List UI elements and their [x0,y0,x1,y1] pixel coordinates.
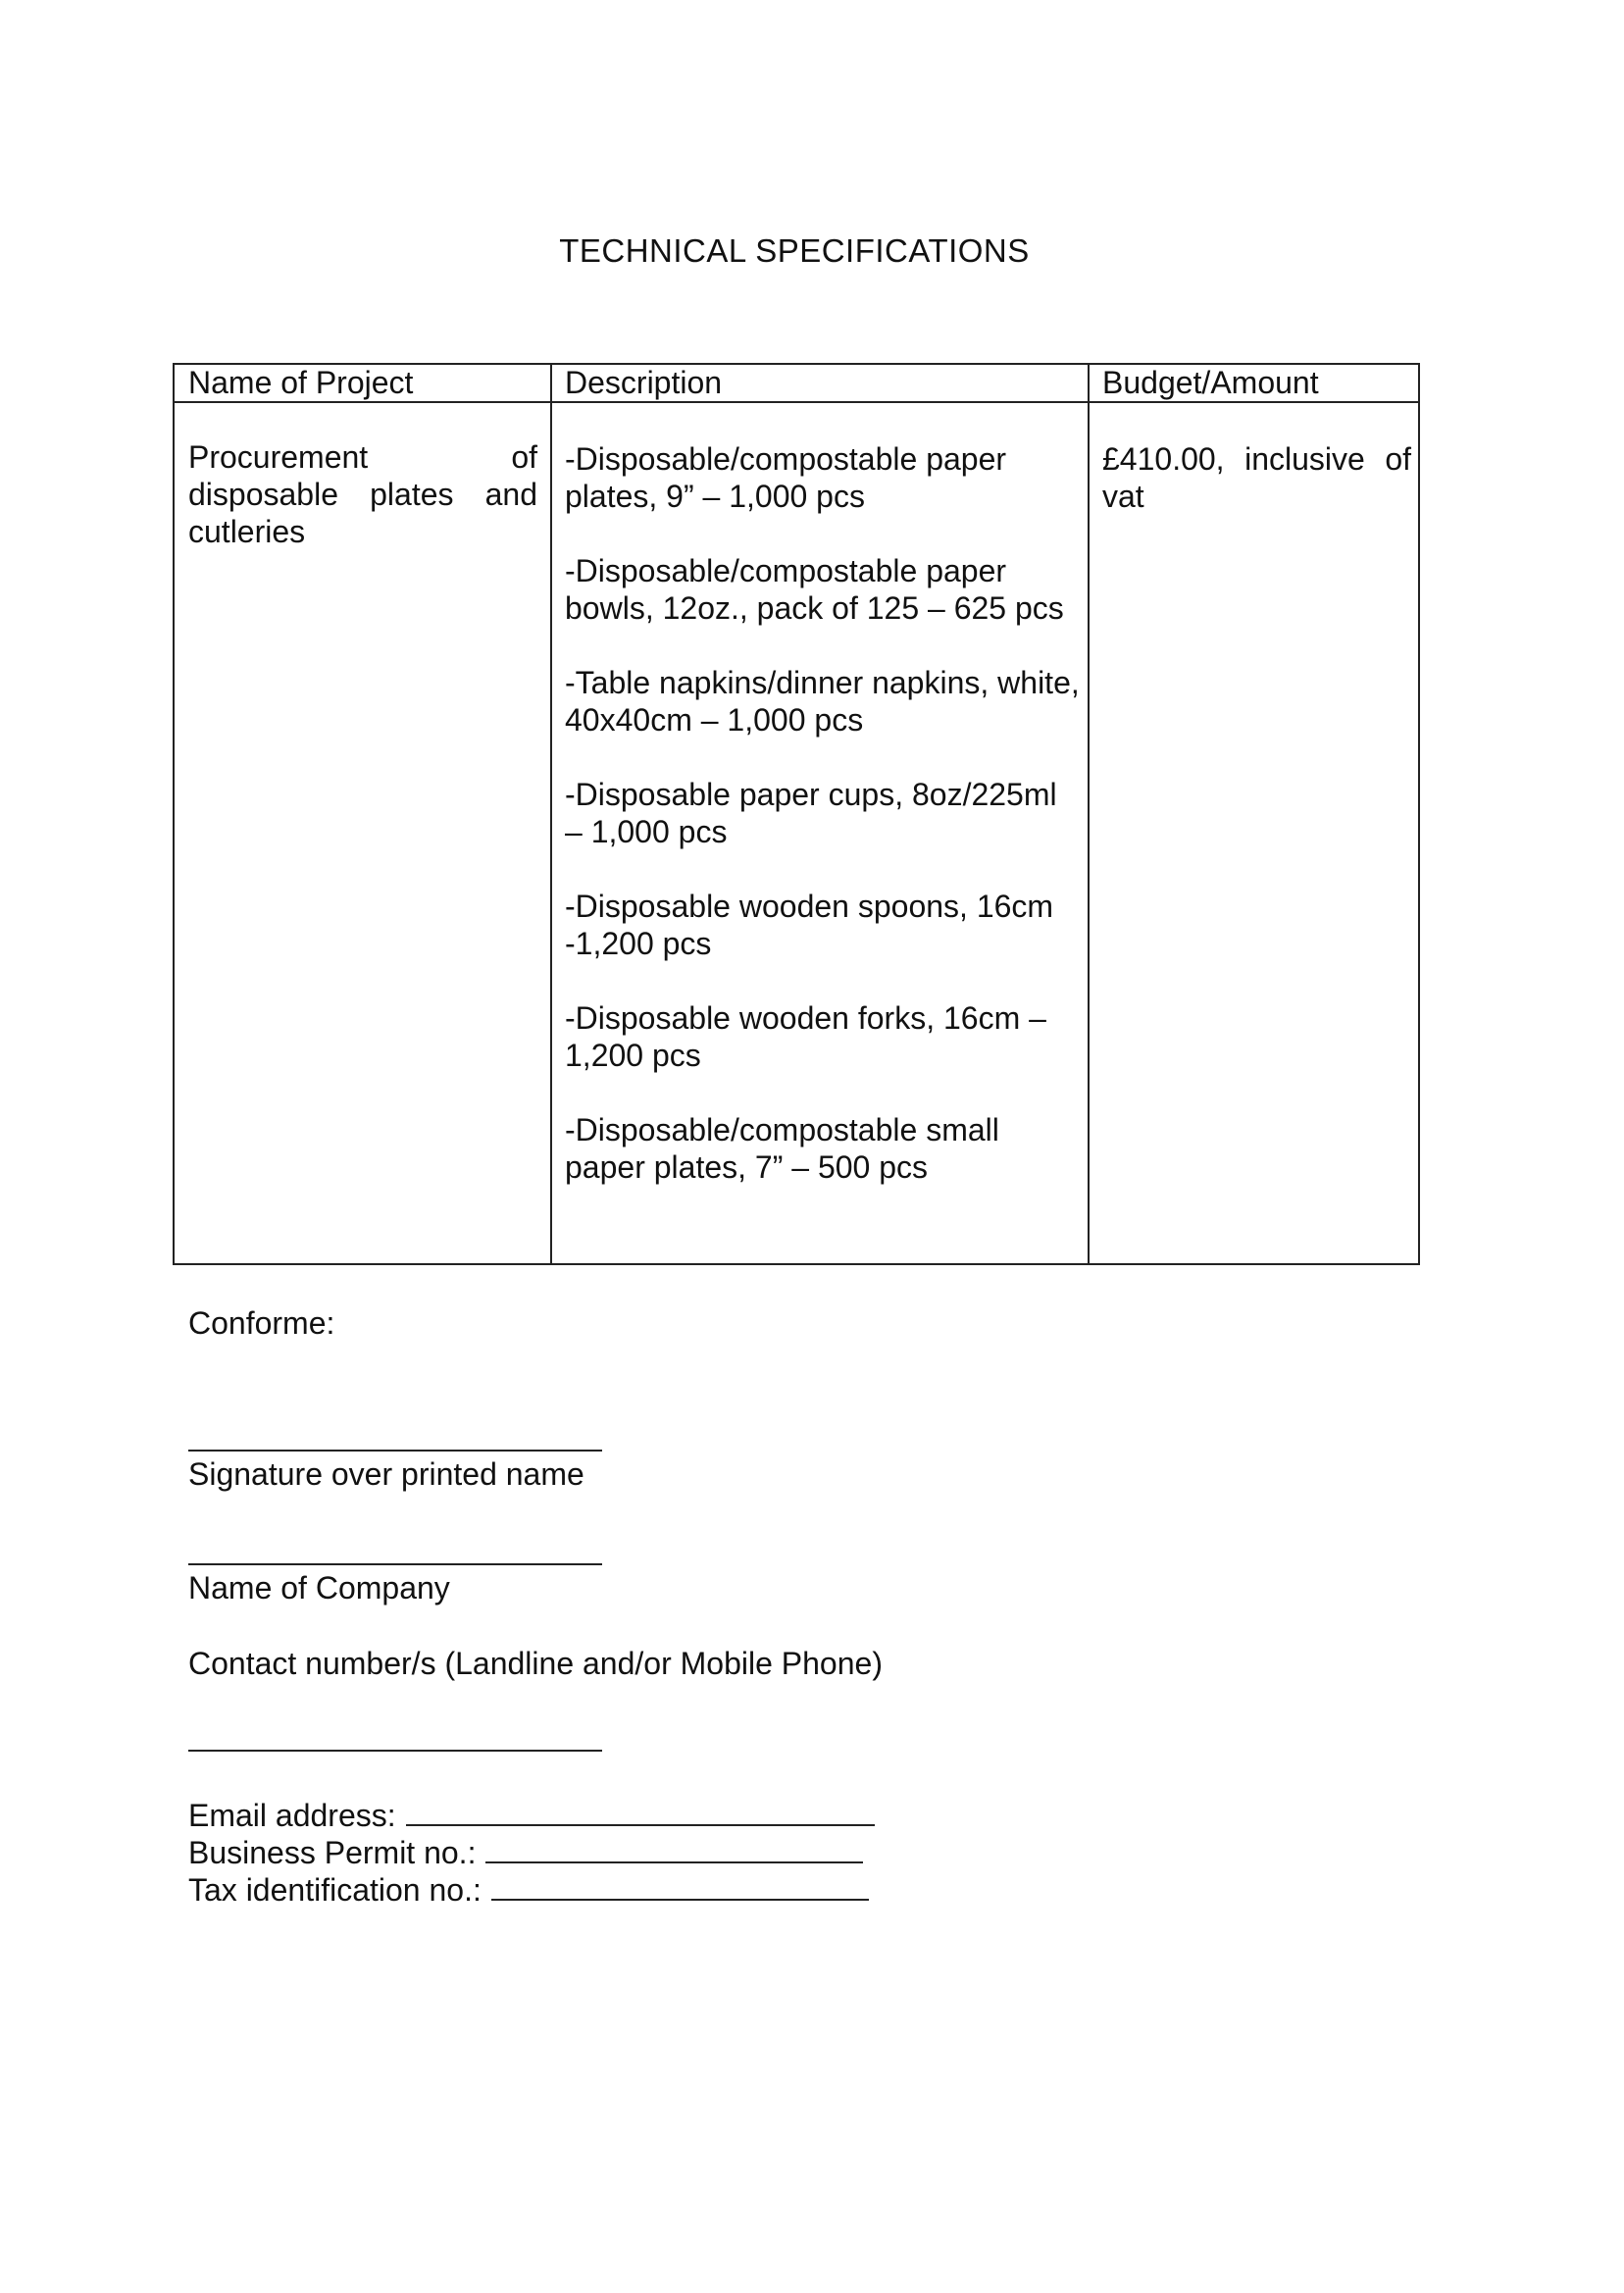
header-budget-amount: Budget/Amount [1102,365,1319,400]
tax-id-line[interactable] [491,1869,869,1901]
business-permit-row [188,1832,863,1871]
specifications-table [173,363,1420,1265]
email-line[interactable] [406,1795,875,1826]
description-item: -Disposable wooden spoons, 16cm -1,200 pcs [565,889,1054,961]
signature-label: Signature over printed name [188,1456,584,1492]
column-divider [1088,365,1090,1263]
email-label: Email address: [188,1798,396,1833]
header-description: Description [565,365,723,400]
page-title: TECHNICAL SPECIFICATIONS [559,232,1030,269]
description-item: -Table napkins/dinner napkins, white, 40x40cm – 1,000 pcs [565,665,1080,738]
company-line[interactable] [188,1563,602,1565]
signature-line[interactable] [188,1450,602,1452]
conforme-label: Conforme: [188,1305,335,1341]
business-permit-line[interactable] [485,1832,863,1863]
description-item: -Disposable wooden forks, 16cm – 1,200 pcs [565,1000,1046,1073]
contact-line[interactable] [188,1750,602,1752]
contact-label: Contact number/s (Landline and/or Mobile Phone) [188,1646,883,1681]
budget-cell: £410.00, inclusive of vat [1102,441,1411,514]
description-item: -Disposable/compostable small paper plates, 7” – 500 pcs [565,1112,999,1185]
email-row [188,1795,875,1834]
header-name-of-project: Name of Project [188,365,414,400]
tax-id-row [188,1869,869,1909]
description-list [565,440,1080,1223]
company-label: Name of Company [188,1570,450,1605]
header-divider [175,401,1418,403]
column-divider [550,365,552,1263]
business-permit-label: Business Permit no.: [188,1835,477,1870]
description-item: -Disposable/compostable paper bowls, 12oz., pack of 125 – 625 pcs [565,553,1064,626]
description-item: -Disposable/compostable paper plates, 9” – 1,000 pcs [565,441,1007,514]
tax-id-label: Tax identification no.: [188,1872,482,1908]
description-item: -Disposable paper cups, 8oz/225ml – 1,000 pcs [565,777,1057,849]
project-name-cell: Procurement of disposable plates and cutleries [188,439,537,549]
